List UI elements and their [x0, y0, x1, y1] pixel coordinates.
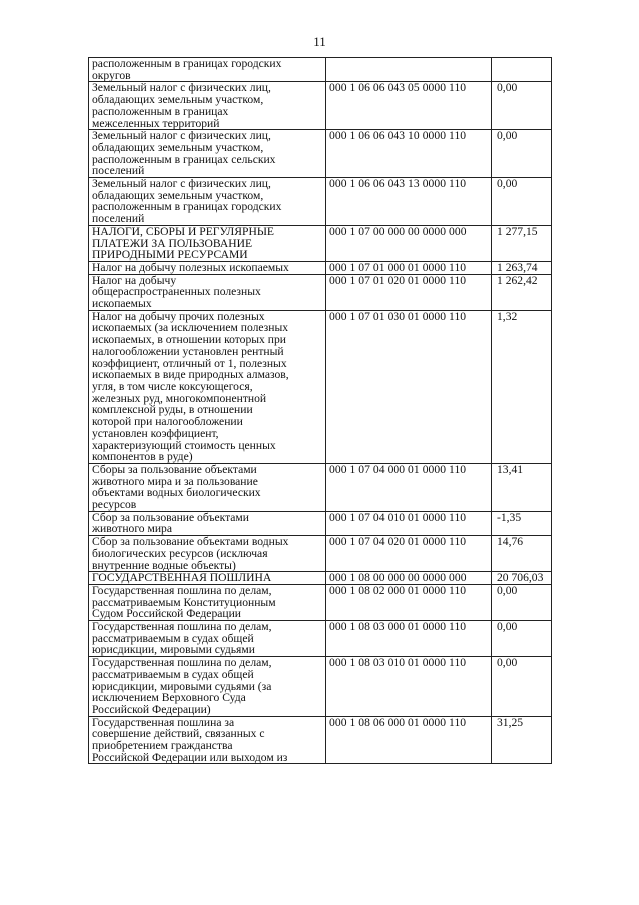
income-name-line: поселений: [92, 212, 145, 226]
budget-classification-code: 000 1 07 01 000 01 0000 110: [326, 261, 492, 274]
income-name-line: ископаемых (за исключением полезных: [92, 321, 289, 335]
income-name-cell: [89, 536, 326, 572]
budget-classification-code: 000 1 07 04 010 01 0000 110: [326, 511, 492, 535]
income-name-line: ископаемых: [92, 297, 152, 311]
amount-value: 20 706,03: [492, 572, 552, 585]
income-name-cell: [89, 225, 326, 261]
income-name-line: животного мира и за пользование: [92, 474, 258, 488]
income-name-line: межселенных территорий: [92, 116, 220, 130]
income-name-line: Государственная пошлина за: [92, 716, 235, 729]
budget-classification-code: 000 1 07 00 000 00 0000 000: [326, 225, 492, 261]
income-name-line: рассматриваемым Конституционным: [92, 595, 276, 609]
table-row: [89, 310, 552, 463]
table-row: [89, 130, 552, 178]
income-name-line: компонентов в руде): [92, 450, 193, 464]
table-row: [89, 225, 552, 261]
table-row: [89, 511, 552, 535]
income-name-line: угля, в том числе коксующегося,: [92, 379, 253, 393]
table-row: [89, 572, 552, 585]
amount-value: [492, 58, 552, 82]
budget-classification-code: 000 1 06 06 043 10 0000 110: [326, 130, 492, 178]
income-name-line: объектами водных биологических: [92, 486, 261, 500]
income-name-cell: [89, 274, 326, 310]
income-name-line: расположенным в границах городских: [92, 200, 282, 214]
amount-value: 1 263,74: [492, 261, 552, 274]
income-name-cell: [89, 584, 326, 620]
income-name-line: коэффициент, отличный от 1, полезных: [92, 356, 287, 370]
income-name-line: обладающих земельным участком,: [92, 188, 264, 202]
income-name-line: Российской Федерации): [92, 702, 211, 716]
income-name-line: Налог на добычу прочих полезных: [92, 310, 265, 323]
income-name-line: биологических ресурсов (исключая: [92, 546, 268, 560]
income-name-line: обладающих земельным участком,: [92, 93, 264, 107]
income-name-cell: [89, 261, 326, 274]
budget-classification-code: 000 1 06 06 043 05 0000 110: [326, 82, 492, 130]
table-row: [89, 621, 552, 657]
income-name-cell: [89, 511, 326, 535]
budget-classification-code: 000 1 06 06 043 13 0000 110: [326, 178, 492, 226]
income-name-line: рассматриваемым в судах общей: [92, 631, 254, 645]
budget-classification-code: 000 1 08 03 000 01 0000 110: [326, 621, 492, 657]
amount-value: 0,00: [492, 657, 552, 717]
income-name-cell: [89, 58, 326, 82]
income-name-line: установлен коэффициент,: [92, 426, 219, 440]
income-name-line: которой при налогообложении: [92, 415, 243, 429]
income-name-line: Государственная пошлина по делам,: [92, 656, 272, 670]
income-name-line: поселений: [92, 164, 145, 178]
income-name-line: расположенным в границах сельских: [92, 152, 276, 166]
income-name-line: комплексной руды, в отношении: [92, 403, 253, 417]
income-name-line: ископаемых в виде природных алмазов,: [92, 368, 289, 382]
income-name-cell: [89, 621, 326, 657]
budget-classification-code: 000 1 07 04 000 01 0000 110: [326, 463, 492, 511]
budget-classification-code: 000 1 08 02 000 01 0000 110: [326, 584, 492, 620]
amount-value: 1 277,15: [492, 225, 552, 261]
budget-classification-code: [326, 58, 492, 82]
amount-value: 0,00: [492, 621, 552, 657]
budget-classification-code: 000 1 07 04 020 01 0000 110: [326, 536, 492, 572]
amount-value: -1,35: [492, 511, 552, 535]
table-row: [89, 261, 552, 274]
table-row: [89, 657, 552, 717]
budget-revenue-table: [88, 57, 552, 764]
table-row: [89, 716, 552, 764]
income-name-line: ресурсов: [92, 498, 137, 512]
budget-classification-code: 000 1 08 00 000 00 0000 000: [326, 572, 492, 585]
income-name-line: Сбор за пользование объектами водных: [92, 535, 289, 549]
table-row: [89, 463, 552, 511]
income-name-line: расположенным в границах: [92, 104, 229, 118]
income-name-line: Государственная пошлина по делам,: [92, 620, 272, 634]
income-name-cell: [89, 130, 326, 178]
amount-value: 0,00: [492, 82, 552, 130]
income-name-line: ГОСУДАРСТВЕННАЯ ПОШЛИНА: [92, 571, 272, 585]
income-name-line: рассматриваемым в судах общей: [92, 667, 254, 681]
income-name-line: внутренние водные объекты): [92, 558, 236, 572]
table-row: [89, 584, 552, 620]
income-name-cell: [89, 82, 326, 130]
income-name-line: Земельный налог с физических лиц,: [92, 177, 271, 191]
amount-value: 1 262,42: [492, 274, 552, 310]
income-name-line: Земельный налог с физических лиц,: [92, 129, 271, 143]
income-name-line: юрисдикции, мировыми судьями: [92, 643, 255, 657]
amount-value: 0,00: [492, 178, 552, 226]
income-name-line: ПРИРОДНЫМИ РЕСУРСАМИ: [92, 248, 248, 262]
income-name-line: Налог на добычу: [92, 274, 177, 287]
table-row: [89, 58, 552, 82]
budget-classification-code: 000 1 07 01 020 01 0000 110: [326, 274, 492, 310]
income-name-line: обладающих земельным участком,: [92, 140, 264, 154]
income-name-line: налогообложении установлен рентный: [92, 344, 284, 358]
income-name-line: округов: [92, 68, 131, 82]
budget-classification-code: 000 1 08 06 000 01 0000 110: [326, 716, 492, 764]
income-name-line: Налог на добычу полезных ископаемых: [92, 261, 289, 274]
income-name-line: исключением Верховного Суда: [92, 691, 246, 705]
income-name-line: Государственная пошлина по делам,: [92, 584, 272, 597]
income-name-line: приобретением гражданства: [92, 739, 233, 753]
table-row: [89, 82, 552, 130]
amount-value: 13,41: [492, 463, 552, 511]
amount-value: 14,76: [492, 536, 552, 572]
income-name-line: юрисдикции, мировыми судьями (за: [92, 679, 272, 693]
income-name-line: НАЛОГИ, СБОРЫ И РЕГУЛЯРНЫЕ: [92, 225, 275, 238]
income-name-line: совершение действий, связанных с: [92, 727, 265, 741]
income-name-cell: [89, 572, 326, 585]
income-name-line: характеризующий стоимость ценных: [92, 438, 276, 452]
income-name-line: Российской Федерации или выходом из: [92, 750, 288, 764]
income-name-line: общераспространенных полезных: [92, 285, 261, 299]
income-name-cell: [89, 657, 326, 717]
income-name-line: ПЛАТЕЖИ ЗА ПОЛЬЗОВАНИЕ: [92, 236, 253, 250]
income-name-line: железных руд, многокомпонентной: [92, 391, 267, 405]
budget-classification-code: 000 1 08 03 010 01 0000 110: [326, 657, 492, 717]
income-name-line: Земельный налог с физических лиц,: [92, 81, 271, 95]
income-name-cell: [89, 463, 326, 511]
budget-classification-code: 000 1 07 01 030 01 0000 110: [326, 310, 492, 463]
table-row: [89, 536, 552, 572]
income-name-line: Сборы за пользование объектами: [92, 463, 257, 476]
amount-value: 0,00: [492, 584, 552, 620]
table-row: [89, 178, 552, 226]
income-name-line: расположенным в границах городских: [92, 57, 282, 70]
amount-value: 0,00: [492, 130, 552, 178]
budget-table-body: [89, 58, 552, 764]
page-number: 11: [313, 34, 326, 49]
income-name-line: животного мира: [92, 522, 172, 536]
income-name-line: ископаемых, в отношении которых при: [92, 333, 286, 347]
income-name-cell: [89, 310, 326, 463]
amount-value: 31,25: [492, 716, 552, 764]
income-name-line: Сбор за пользование объектами: [92, 511, 249, 524]
table-row: [89, 274, 552, 310]
income-name-cell: [89, 178, 326, 226]
income-name-cell: [89, 716, 326, 764]
amount-value: 1,32: [492, 310, 552, 463]
income-name-line: Судом Российской Федерации: [92, 607, 242, 621]
